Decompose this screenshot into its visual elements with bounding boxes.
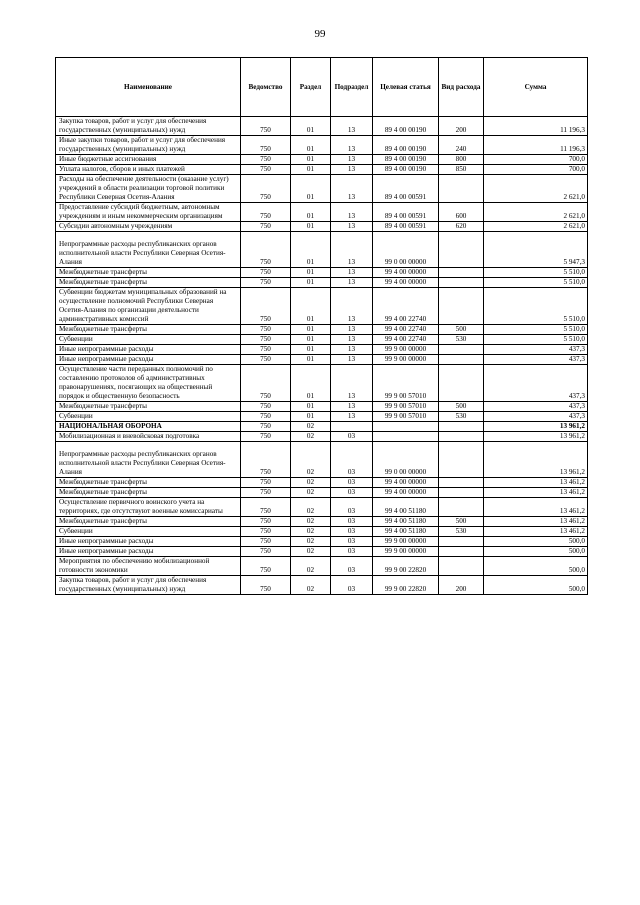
cell-type: 530: [439, 335, 484, 345]
cell-section: 01: [291, 268, 331, 278]
cell-type: 500: [439, 325, 484, 335]
table-row: [56, 527, 588, 537]
table-row: [56, 165, 588, 175]
cell-name: Иные непрограммные расходы: [56, 345, 241, 355]
cell-sum: 437,3: [484, 345, 588, 355]
cell-section: 01: [291, 355, 331, 365]
table-row: [56, 547, 588, 557]
table-row: [56, 345, 588, 355]
cell-sum: 2 621,0: [484, 222, 588, 232]
header-section: Раздел: [291, 58, 331, 117]
cell-subsection: 13: [331, 165, 373, 175]
cell-sum: 13 461,2: [484, 478, 588, 488]
table-row: [56, 355, 588, 365]
cell-subsection: 03: [331, 517, 373, 527]
table-row: [56, 117, 588, 136]
cell-sum: 437,3: [484, 412, 588, 422]
cell-type: [439, 488, 484, 498]
cell-section: 02: [291, 517, 331, 527]
cell-sum: 2 621,0: [484, 203, 588, 222]
cell-dept: 750: [241, 175, 291, 203]
table-row: [56, 268, 588, 278]
cell-name: Уплата налогов, сборов и иных платежей: [56, 165, 241, 175]
cell-subsection: 03: [331, 576, 373, 595]
cell-subsection: 13: [331, 288, 373, 325]
cell-target: 89 4 00 00591: [373, 203, 439, 222]
cell-section: 01: [291, 402, 331, 412]
table-row: [56, 557, 588, 576]
cell-name: Осуществление части переданных полномочий по составлению протоколов об административных правонарушениях, посягающих на общественный порядок и общественную безопасность: [56, 365, 241, 402]
cell-type: [439, 498, 484, 517]
cell-name: Закупка товаров, работ и услуг для обеспечения государственных (муниципальных) нужд: [56, 576, 241, 595]
cell-target: 99 4 00 00000: [373, 478, 439, 488]
cell-type: [439, 365, 484, 402]
cell-subsection: 03: [331, 432, 373, 442]
cell-name: Предоставление субсидий бюджетным, автономным учреждениям и иным некоммерческим организациям: [56, 203, 241, 222]
cell-target: 99 4 00 22740: [373, 325, 439, 335]
cell-section: 02: [291, 442, 331, 478]
cell-sum: 13 961,2: [484, 442, 588, 478]
cell-sum: 5 510,0: [484, 325, 588, 335]
cell-type: [439, 278, 484, 288]
header-dept: Ведомство: [241, 58, 291, 117]
cell-dept: 750: [241, 325, 291, 335]
cell-dept: 750: [241, 547, 291, 557]
cell-dept: 750: [241, 557, 291, 576]
cell-subsection: 13: [331, 335, 373, 345]
cell-sum: 437,3: [484, 355, 588, 365]
cell-sum: 11 196,3: [484, 117, 588, 136]
cell-section: 01: [291, 117, 331, 136]
cell-type: [439, 232, 484, 268]
cell-type: [439, 422, 484, 432]
cell-dept: 750: [241, 422, 291, 432]
cell-target: 99 4 00 22740: [373, 288, 439, 325]
cell-name: Межбюджетные трансферты: [56, 488, 241, 498]
cell-target: 99 0 00 00000: [373, 232, 439, 268]
cell-dept: 750: [241, 537, 291, 547]
cell-name: Субсидии автономным учреждениям: [56, 222, 241, 232]
header-subsection: Подраздел: [331, 58, 373, 117]
table-row: [56, 232, 588, 268]
cell-section: 02: [291, 527, 331, 537]
cell-subsection: 13: [331, 412, 373, 422]
cell-subsection: 13: [331, 117, 373, 136]
cell-target: 99 4 00 00000: [373, 488, 439, 498]
cell-sum: 13 461,2: [484, 517, 588, 527]
cell-section: 01: [291, 165, 331, 175]
cell-section: 02: [291, 537, 331, 547]
cell-type: [439, 442, 484, 478]
cell-name: Закупка товаров, работ и услуг для обеспечения государственных (муниципальных) нужд: [56, 117, 241, 136]
cell-subsection: 13: [331, 325, 373, 335]
cell-section: 01: [291, 325, 331, 335]
table-row: [56, 442, 588, 478]
cell-dept: 750: [241, 478, 291, 488]
cell-name: Субвенции: [56, 412, 241, 422]
cell-dept: 750: [241, 165, 291, 175]
header-name: Наименование: [56, 58, 241, 117]
cell-sum: 13 461,2: [484, 498, 588, 517]
cell-target: 99 9 00 57010: [373, 402, 439, 412]
table-row: [56, 432, 588, 442]
cell-target: 99 4 00 00000: [373, 268, 439, 278]
cell-target: 89 4 00 00190: [373, 165, 439, 175]
cell-sum: 13 961,2: [484, 432, 588, 442]
cell-type: 530: [439, 412, 484, 422]
cell-name: НАЦИОНАЛЬНАЯ ОБОРОНА: [56, 422, 241, 432]
cell-dept: 750: [241, 203, 291, 222]
cell-dept: 750: [241, 517, 291, 527]
cell-sum: 5 510,0: [484, 278, 588, 288]
cell-sum: 13 961,2: [484, 422, 588, 432]
cell-dept: 750: [241, 268, 291, 278]
cell-target: 99 9 00 22820: [373, 576, 439, 595]
cell-target: 99 4 00 51180: [373, 527, 439, 537]
cell-name: Иные закупки товаров, работ и услуг для обеспечения государственных (муниципальных) нужд: [56, 136, 241, 155]
cell-dept: 750: [241, 222, 291, 232]
cell-sum: 437,3: [484, 365, 588, 402]
cell-section: 02: [291, 576, 331, 595]
cell-type: 200: [439, 576, 484, 595]
cell-section: 02: [291, 557, 331, 576]
cell-sum: 500,0: [484, 537, 588, 547]
cell-section: 01: [291, 278, 331, 288]
cell-target: 99 0 00 00000: [373, 442, 439, 478]
cell-section: 02: [291, 432, 331, 442]
cell-sum: 2 621,0: [484, 175, 588, 203]
cell-name: Иные непрограммные расходы: [56, 355, 241, 365]
cell-section: 02: [291, 488, 331, 498]
cell-dept: 750: [241, 232, 291, 268]
cell-name: Иные бюджетные ассигнования: [56, 155, 241, 165]
table-row: [56, 222, 588, 232]
cell-type: [439, 355, 484, 365]
table-row: [56, 517, 588, 527]
cell-section: 01: [291, 155, 331, 165]
table-header-row: [56, 58, 588, 117]
cell-subsection: 03: [331, 488, 373, 498]
cell-dept: 750: [241, 576, 291, 595]
cell-dept: 750: [241, 365, 291, 402]
cell-type: [439, 547, 484, 557]
cell-sum: 5 510,0: [484, 335, 588, 345]
cell-dept: 750: [241, 335, 291, 345]
cell-type: [439, 345, 484, 355]
cell-type: 620: [439, 222, 484, 232]
cell-target: 99 9 00 00000: [373, 355, 439, 365]
cell-subsection: 13: [331, 155, 373, 165]
cell-name: Межбюджетные трансферты: [56, 478, 241, 488]
cell-target: 99 9 00 57010: [373, 365, 439, 402]
cell-section: 02: [291, 498, 331, 517]
cell-sum: 500,0: [484, 557, 588, 576]
cell-type: [439, 268, 484, 278]
cell-subsection: 13: [331, 136, 373, 155]
table-row: [56, 478, 588, 488]
cell-type: 240: [439, 136, 484, 155]
cell-type: [439, 478, 484, 488]
cell-name: Мобилизационная и вневойсковая подготовка: [56, 432, 241, 442]
cell-type: 200: [439, 117, 484, 136]
cell-subsection: [331, 422, 373, 432]
cell-name: Мероприятия по обеспечению мобилизационной готовности экономики: [56, 557, 241, 576]
cell-subsection: 03: [331, 478, 373, 488]
cell-subsection: 03: [331, 537, 373, 547]
cell-dept: 750: [241, 288, 291, 325]
cell-subsection: 03: [331, 547, 373, 557]
cell-target: 99 4 00 51180: [373, 498, 439, 517]
cell-section: 01: [291, 222, 331, 232]
cell-name: Межбюджетные трансферты: [56, 517, 241, 527]
cell-subsection: 13: [331, 222, 373, 232]
cell-dept: 750: [241, 117, 291, 136]
cell-target: 99 9 00 57010: [373, 412, 439, 422]
cell-name: Иные непрограммные расходы: [56, 537, 241, 547]
cell-section: 01: [291, 345, 331, 355]
cell-dept: 750: [241, 155, 291, 165]
cell-sum: 437,3: [484, 402, 588, 412]
cell-dept: 750: [241, 355, 291, 365]
cell-target: [373, 422, 439, 432]
cell-target: 89 4 00 00190: [373, 155, 439, 165]
table-row: [56, 203, 588, 222]
cell-subsection: 03: [331, 442, 373, 478]
cell-name: Непрограммные расходы республиканских органов исполнительной власти Республики Северная Осетия-Алания: [56, 442, 241, 478]
cell-dept: 750: [241, 278, 291, 288]
table-row: [56, 136, 588, 155]
cell-target: 99 9 00 00000: [373, 547, 439, 557]
cell-target: 99 9 00 22820: [373, 557, 439, 576]
cell-sum: 5 510,0: [484, 288, 588, 325]
table-row: [56, 498, 588, 517]
cell-type: 500: [439, 517, 484, 527]
cell-type: 600: [439, 203, 484, 222]
cell-name: Межбюджетные трансферты: [56, 278, 241, 288]
cell-dept: 750: [241, 442, 291, 478]
cell-subsection: 13: [331, 345, 373, 355]
header-sum: Сумма: [484, 58, 588, 117]
cell-type: 800: [439, 155, 484, 165]
cell-name: Межбюджетные трансферты: [56, 325, 241, 335]
cell-type: 850: [439, 165, 484, 175]
cell-target: 89 4 00 00190: [373, 136, 439, 155]
table-row: [56, 576, 588, 595]
cell-dept: 750: [241, 527, 291, 537]
cell-target: [373, 432, 439, 442]
cell-dept: 750: [241, 488, 291, 498]
table-row: [56, 335, 588, 345]
table-row: [56, 365, 588, 402]
cell-section: 02: [291, 422, 331, 432]
cell-section: 01: [291, 412, 331, 422]
cell-name: Иные непрограммные расходы: [56, 547, 241, 557]
cell-name: Межбюджетные трансферты: [56, 402, 241, 412]
cell-name: Субвенции бюджетам муниципальных образований на осуществление полномочий Республики Северная Осетия-Алания по организации деятельности административных комиссий: [56, 288, 241, 325]
cell-section: 02: [291, 547, 331, 557]
cell-target: 89 4 00 00591: [373, 222, 439, 232]
cell-name: Субвенции: [56, 335, 241, 345]
cell-sum: 500,0: [484, 547, 588, 557]
cell-subsection: 13: [331, 268, 373, 278]
cell-section: 01: [291, 335, 331, 345]
table-row: [56, 422, 588, 432]
cell-section: 02: [291, 478, 331, 488]
cell-target: 89 4 00 00591: [373, 175, 439, 203]
cell-sum: 700,0: [484, 165, 588, 175]
cell-name: Расходы на обеспечение деятельности (оказание услуг) учреждений в области реализации торговой политики Республики Северная Осетия-Алания: [56, 175, 241, 203]
cell-section: 01: [291, 136, 331, 155]
cell-type: [439, 432, 484, 442]
cell-subsection: 13: [331, 355, 373, 365]
cell-sum: 500,0: [484, 576, 588, 595]
cell-name: Субвенции: [56, 527, 241, 537]
cell-subsection: 13: [331, 402, 373, 412]
table-row: [56, 288, 588, 325]
cell-sum: 13 461,2: [484, 488, 588, 498]
cell-subsection: 03: [331, 557, 373, 576]
cell-sum: 5 947,3: [484, 232, 588, 268]
cell-target: 99 9 00 00000: [373, 345, 439, 355]
cell-subsection: 03: [331, 527, 373, 537]
cell-target: 99 4 00 22740: [373, 335, 439, 345]
cell-subsection: 13: [331, 175, 373, 203]
cell-target: 99 4 00 51180: [373, 517, 439, 527]
cell-subsection: 13: [331, 278, 373, 288]
cell-name: Осуществление первичного воинского учета на территориях, где отсутствуют военные комиссариаты: [56, 498, 241, 517]
cell-dept: 750: [241, 432, 291, 442]
header-target: Целевая статья: [373, 58, 439, 117]
table-row: [56, 537, 588, 547]
cell-sum: 13 461,2: [484, 527, 588, 537]
cell-section: 01: [291, 203, 331, 222]
cell-target: 99 4 00 00000: [373, 278, 439, 288]
cell-subsection: 13: [331, 203, 373, 222]
cell-target: 99 9 00 00000: [373, 537, 439, 547]
cell-name: Непрограммные расходы республиканских органов исполнительной власти Республики Северная Осетия-Алания: [56, 232, 241, 268]
table-row: [56, 175, 588, 203]
table-row: [56, 402, 588, 412]
cell-dept: 750: [241, 412, 291, 422]
cell-type: 500: [439, 402, 484, 412]
cell-type: [439, 175, 484, 203]
cell-type: [439, 537, 484, 547]
table-row: [56, 488, 588, 498]
cell-dept: 750: [241, 136, 291, 155]
cell-type: [439, 557, 484, 576]
table-row: [56, 278, 588, 288]
cell-type: 530: [439, 527, 484, 537]
cell-type: [439, 288, 484, 325]
page-number: 99: [314, 28, 326, 40]
cell-section: 01: [291, 365, 331, 402]
cell-target: 89 4 00 00190: [373, 117, 439, 136]
cell-section: 01: [291, 232, 331, 268]
budget-table: [55, 57, 588, 595]
cell-name: Межбюджетные трансферты: [56, 268, 241, 278]
cell-dept: 750: [241, 402, 291, 412]
cell-sum: 5 510,0: [484, 268, 588, 278]
cell-sum: 11 196,3: [484, 136, 588, 155]
cell-section: 01: [291, 175, 331, 203]
table-row: [56, 155, 588, 165]
table-row: [56, 412, 588, 422]
header-type: Вид расхода: [439, 58, 484, 117]
cell-sum: 700,0: [484, 155, 588, 165]
table-row: [56, 325, 588, 335]
cell-dept: 750: [241, 345, 291, 355]
cell-subsection: 03: [331, 498, 373, 517]
cell-subsection: 13: [331, 365, 373, 402]
cell-dept: 750: [241, 498, 291, 517]
cell-section: 01: [291, 288, 331, 325]
cell-subsection: 13: [331, 232, 373, 268]
